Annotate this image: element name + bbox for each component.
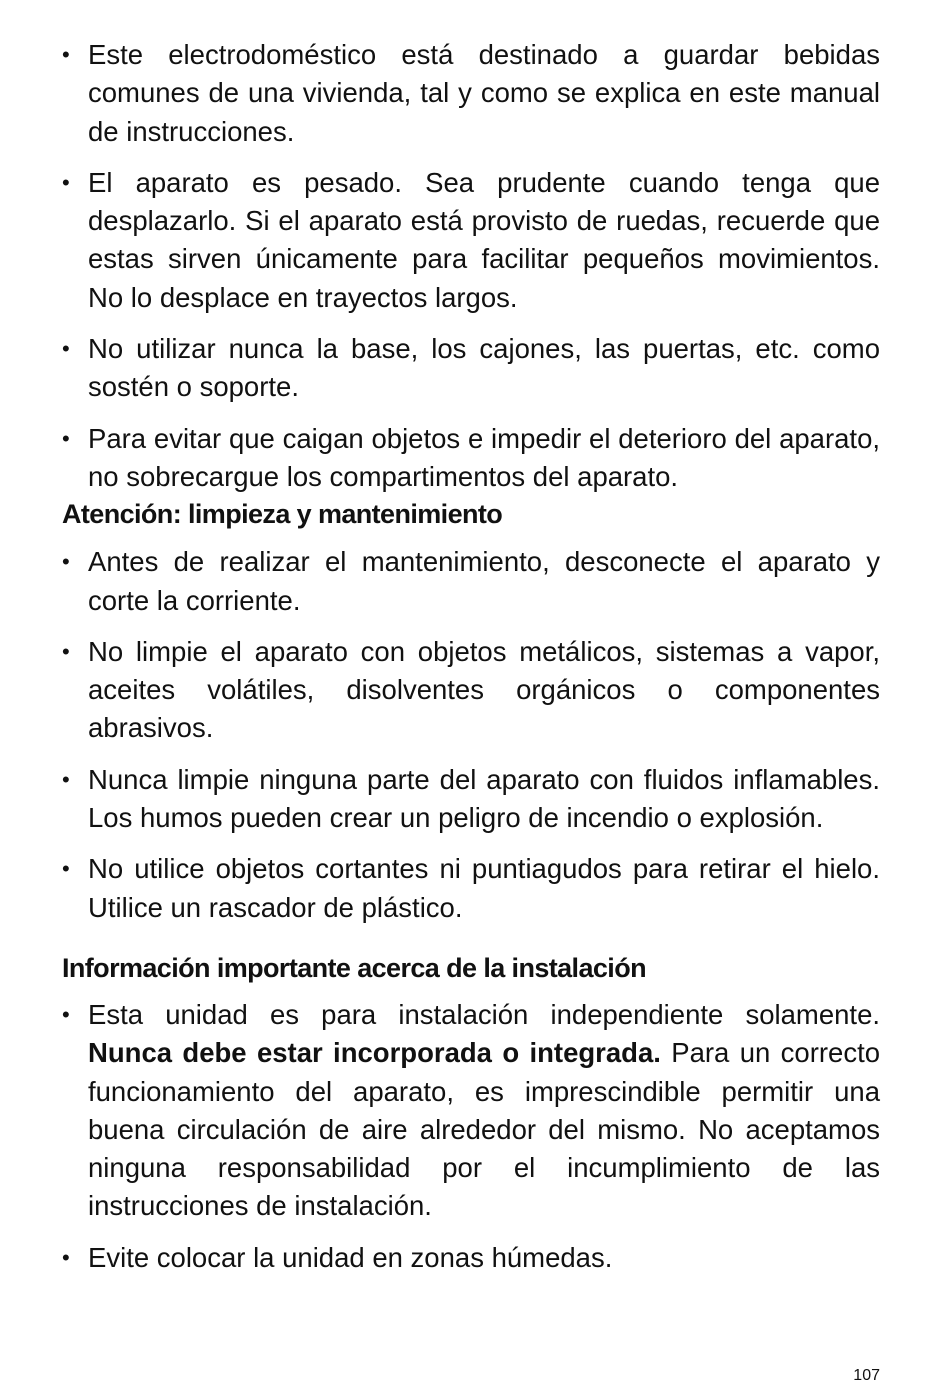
list-item bbox=[62, 996, 880, 1226]
list-item-text: El aparato es pesado. Sea prudente cuando tenga que desplazarlo. Si el aparato está provisto de ruedas, recuerde que estas sirven únicamente para facilitar pequeños movimientos. No lo desplace en trayectos largos. bbox=[88, 166, 880, 313]
bullet-icon: • bbox=[62, 766, 70, 792]
list-item-text: No utilice objetos cortantes ni puntiagudos para retirar el hielo. Utilice un rascador de plástico. bbox=[88, 853, 880, 923]
list-item bbox=[62, 761, 880, 838]
list-item-text: Para evitar que caigan objetos e impedir el deterioro del aparato, no sobrecargue los compartimentos del aparato. bbox=[88, 422, 880, 492]
list-item bbox=[62, 543, 880, 620]
bullet-icon: • bbox=[62, 1001, 70, 1027]
bullet-icon: • bbox=[62, 638, 70, 664]
list-item bbox=[62, 633, 880, 748]
installation-section-heading: Información importante acerca de la instalación bbox=[62, 952, 646, 983]
installation-list bbox=[62, 996, 880, 1277]
bullet-icon: • bbox=[62, 42, 70, 67]
cleaning-list bbox=[62, 543, 880, 927]
bullet-icon: • bbox=[62, 425, 70, 451]
list-item-text: Antes de realizar el mantenimiento, desconecte el aparato y corte la corriente. bbox=[88, 546, 880, 616]
page-number: 107 bbox=[853, 1367, 880, 1384]
bullet-icon: • bbox=[62, 549, 70, 575]
list-item-text: No limpie el aparato con objetos metálicos, sistemas a vapor, aceites volátiles, disolventes orgánicos o componentes abrasivos. bbox=[88, 635, 880, 744]
list-item bbox=[62, 330, 880, 407]
bullet-icon: • bbox=[62, 336, 70, 362]
bullet-icon: • bbox=[62, 169, 70, 195]
list-item bbox=[62, 36, 880, 151]
list-item-text: Nunca limpie ninguna parte del aparato con fluidos inflamables. Los humos pueden crear un peligro de incendio o explosión. bbox=[88, 763, 880, 834]
bullet-icon: • bbox=[62, 1244, 70, 1270]
list-item-bold-warning: Nunca debe estar incorporada o integrada. bbox=[88, 1037, 661, 1069]
list-item-text-before: Esta unidad es para instalación independiente solamente. bbox=[88, 998, 880, 1030]
bullet-icon: • bbox=[62, 856, 70, 882]
document-page bbox=[62, 36, 880, 1290]
general-safety-list bbox=[62, 36, 880, 496]
list-item-text: Este electrodoméstico está destinado a guardar bebidas comunes de una vivienda, tal y como se explica en este manual de instrucciones. bbox=[88, 39, 880, 147]
list-item bbox=[62, 1239, 880, 1277]
list-item bbox=[62, 164, 880, 317]
list-item-text-after: Para un correcto funcionamiento del aparato, es imprescindible permitir una buena circulación de aire alrededor del mismo. No aceptamos ninguna responsabilidad por el incumplimiento de las instrucciones de instalación. bbox=[88, 1037, 880, 1222]
cleaning-section-heading: Atención: limpieza y mantenimiento bbox=[62, 499, 503, 530]
list-item-text: No utilizar nunca la base, los cajones, las puertas, etc. como sostén o soporte. bbox=[88, 333, 880, 403]
list-item bbox=[62, 420, 880, 497]
list-item-text: Evite colocar la unidad en zonas húmedas. bbox=[88, 1241, 613, 1273]
list-item bbox=[62, 850, 880, 927]
